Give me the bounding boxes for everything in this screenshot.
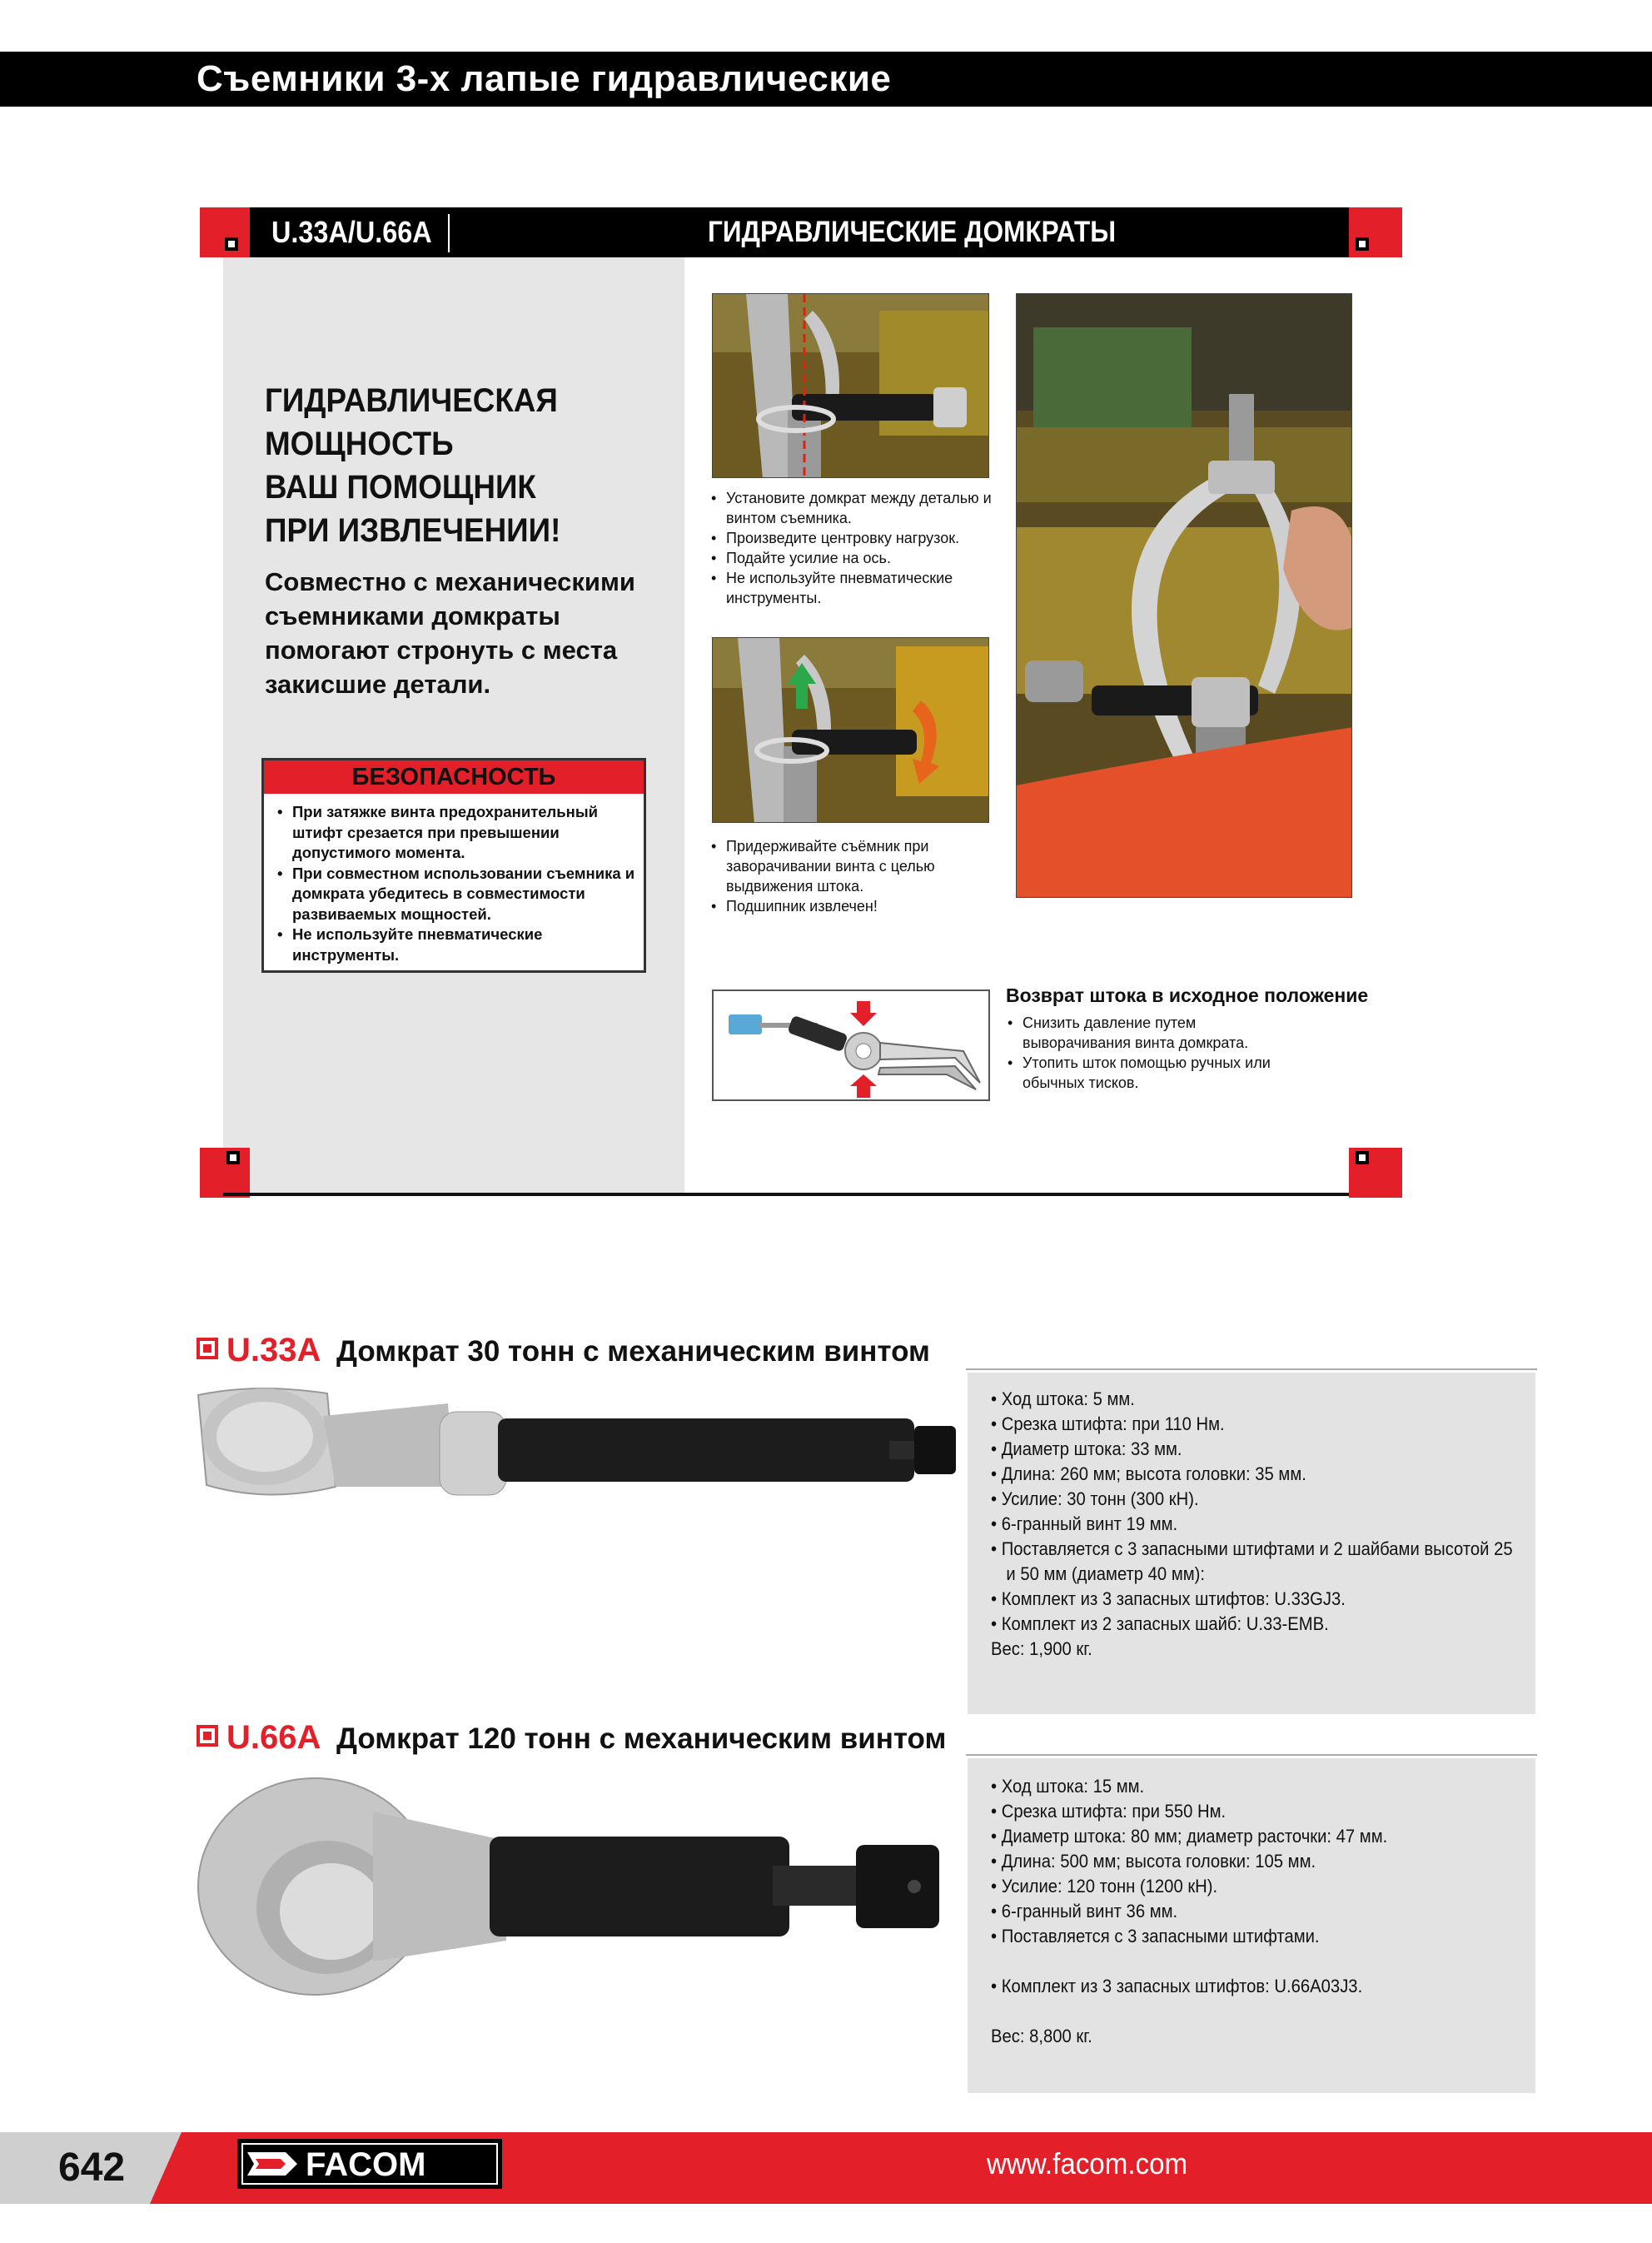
product-rule (966, 1754, 1537, 1756)
headline-line: МОЩНОСТЬ (265, 426, 454, 462)
subtext-line: Совместно с механическими (265, 567, 635, 596)
spec-list (991, 1774, 1527, 2049)
list-item-line: винтом съемника. (726, 510, 852, 526)
headline-line: ПРИ ИЗВЛЕЧЕНИИ! (265, 512, 561, 549)
list-item (709, 896, 993, 916)
headline-line: ГИДРАВЛИЧЕСКАЯ (265, 382, 558, 419)
corner-mark-icon (225, 237, 238, 251)
safety-title: БЕЗОПАСНОСТЬ (264, 760, 644, 794)
list-item (1006, 1053, 1306, 1093)
corner-mark-icon (1356, 1151, 1369, 1164)
spec-line: • Длина: 500 мм; высота головки: 105 мм. (991, 1851, 1316, 1872)
list-item-line: • Установите домкрат между деталью и (726, 490, 992, 506)
list-item-line: допустимого момента. (292, 844, 465, 861)
feature-subtext (265, 565, 656, 701)
spec-line (991, 1999, 1527, 2024)
page-title: Съемники 3-х лапые гидравлические (197, 58, 892, 99)
list-item-line: • При совместном использовании съемника и (292, 864, 635, 882)
product-rule (966, 1368, 1537, 1370)
list-item-line: • Придерживайте съёмник при (726, 838, 929, 855)
spec-line: • 6-гранный винт 36 мм. (991, 1901, 1178, 1922)
feature-code: U.33A/U.66A (271, 215, 432, 249)
facom-logo-text: FACOM (306, 2146, 426, 2183)
spec-line: • Диаметр штока: 80 мм; диаметр расточки: 47 мм. (991, 1826, 1388, 1847)
product-marker-icon (197, 1725, 218, 1747)
spec-line: • Усилие: 30 тонн (300 кН). (991, 1488, 1199, 1509)
spec-line: • 6-гранный винт 19 мм. (991, 1513, 1178, 1534)
spec-line: • Срезка штифта: при 110 Нм. (991, 1413, 1225, 1434)
spec-line: • Поставляется с 3 запасными штифтами. (991, 1926, 1320, 1946)
product-title: Домкрат 30 тонн с механическим винтом (336, 1335, 930, 1368)
return-instructions (1006, 1013, 1306, 1093)
spec-line: • Срезка штифта: при 550 Нм. (991, 1801, 1227, 1822)
spec-line (991, 1949, 1527, 1974)
subtext-line: помогают стронуть с места (265, 636, 618, 665)
spec-line: • Ход штока: 15 мм. (991, 1776, 1145, 1797)
list-item (709, 568, 993, 608)
spec-line: • Поставляется с 3 запасными штифтами и 2 шайбами высотой 25 (991, 1538, 1513, 1559)
list-item-line: • Подшипник извлечен! (726, 898, 878, 915)
product-image-u66a (190, 1762, 956, 2011)
feature-bottom-rule (223, 1193, 1349, 1196)
list-item (709, 528, 993, 548)
page-number: 642 (58, 2146, 126, 2190)
product-title: Домкрат 120 тонн с механическим винтом (336, 1722, 947, 1755)
website-link[interactable]: www.facom.com (987, 2146, 1188, 2181)
photo1-instructions (709, 488, 993, 608)
product-image-u33a (190, 1378, 956, 1545)
spec-line: • Длина: 260 мм; высота головки: 35 мм. (991, 1463, 1306, 1484)
list-item-line: выворачивания винта домкрата. (1023, 1034, 1249, 1051)
list-item (709, 488, 993, 528)
list-item-line: • При затяжке винта предохранительный (292, 803, 599, 820)
list-item-line: • Произведите центровку нагрузок. (726, 530, 960, 546)
list-item-line: • Снизить давление путем (1023, 1014, 1197, 1031)
list-item-line: домкрата убедитесь в совместимости (292, 885, 585, 902)
list-item-line: заворачивании винта с целью (726, 858, 935, 875)
headline-line: ВАШ ПОМОЩНИК (265, 469, 536, 506)
photo-screw-turning (712, 637, 989, 823)
spec-line: и 50 мм (диаметр 40 мм): (1006, 1563, 1206, 1584)
list-item-line: выдвижения штока. (726, 878, 864, 895)
product-marker-icon (197, 1338, 218, 1359)
photo-jack-installed (712, 293, 989, 478)
list-item-line: • Подайте усилие на ось. (726, 550, 891, 566)
list-item-line: инструменты. (292, 945, 400, 964)
product-code: U.33A (226, 1332, 321, 1368)
list-item (709, 548, 993, 568)
subtext-line: закисшие детали. (265, 670, 491, 699)
return-title: Возврат штока в исходное положение (1006, 984, 1369, 1006)
spec-line: Вес: 8,800 кг. (991, 2026, 1092, 2046)
corner-mark-icon (226, 1151, 240, 1164)
spec-line: • Комплект из 3 запасных штифтов: U.33GJ3. (991, 1588, 1346, 1609)
safety-box (261, 758, 646, 973)
spec-line: • Комплект из 3 запасных штифтов: U.66A03J3. (991, 1976, 1363, 1996)
list-item-line: • Не используйте пневматические (726, 570, 953, 586)
feature-headline (265, 379, 633, 552)
list-item (709, 836, 993, 896)
photo2-instructions (709, 836, 993, 916)
diagram-rod-return (712, 989, 990, 1101)
header-divider (448, 214, 450, 252)
list-item-line: развиваемых мощностей. (292, 905, 491, 923)
facom-logo (237, 2139, 502, 2189)
list-item-line: инструменты. (726, 590, 822, 606)
spec-line: • Комплект из 2 запасных шайб: U.33-EMB. (991, 1613, 1329, 1634)
list-item-line: обычных тисков. (1023, 1074, 1139, 1091)
spec-line: • Диаметр штока: 33 мм. (991, 1438, 1182, 1459)
list-item-line: • Не используйте пневматические (292, 925, 543, 943)
list-item (276, 802, 639, 864)
list-item-line: • Утопить шток помощью ручных или (1023, 1054, 1271, 1071)
safety-list (276, 802, 639, 965)
list-item (276, 864, 639, 925)
product-code: U.66A (226, 1719, 321, 1756)
feature-heading: ГИДРАВЛИЧЕСКИЕ ДОМКРАТЫ (708, 216, 1117, 248)
spec-line: • Ход штока: 5 мм. (991, 1388, 1135, 1409)
list-item-line: штифт срезается при превышении (292, 823, 560, 841)
corner-bracket-bottom-left (200, 1148, 250, 1198)
photo-puller-in-use (1016, 293, 1352, 898)
subtext-line: съемниками домкраты (265, 601, 560, 631)
spec-line: Вес: 1,900 кг. (991, 1638, 1092, 1659)
corner-mark-icon (1356, 237, 1369, 251)
list-item (1006, 1013, 1306, 1053)
spec-line: • Усилие: 120 тонн (1200 кН). (991, 1876, 1218, 1897)
spec-list (991, 1387, 1542, 1662)
list-item (276, 925, 639, 965)
